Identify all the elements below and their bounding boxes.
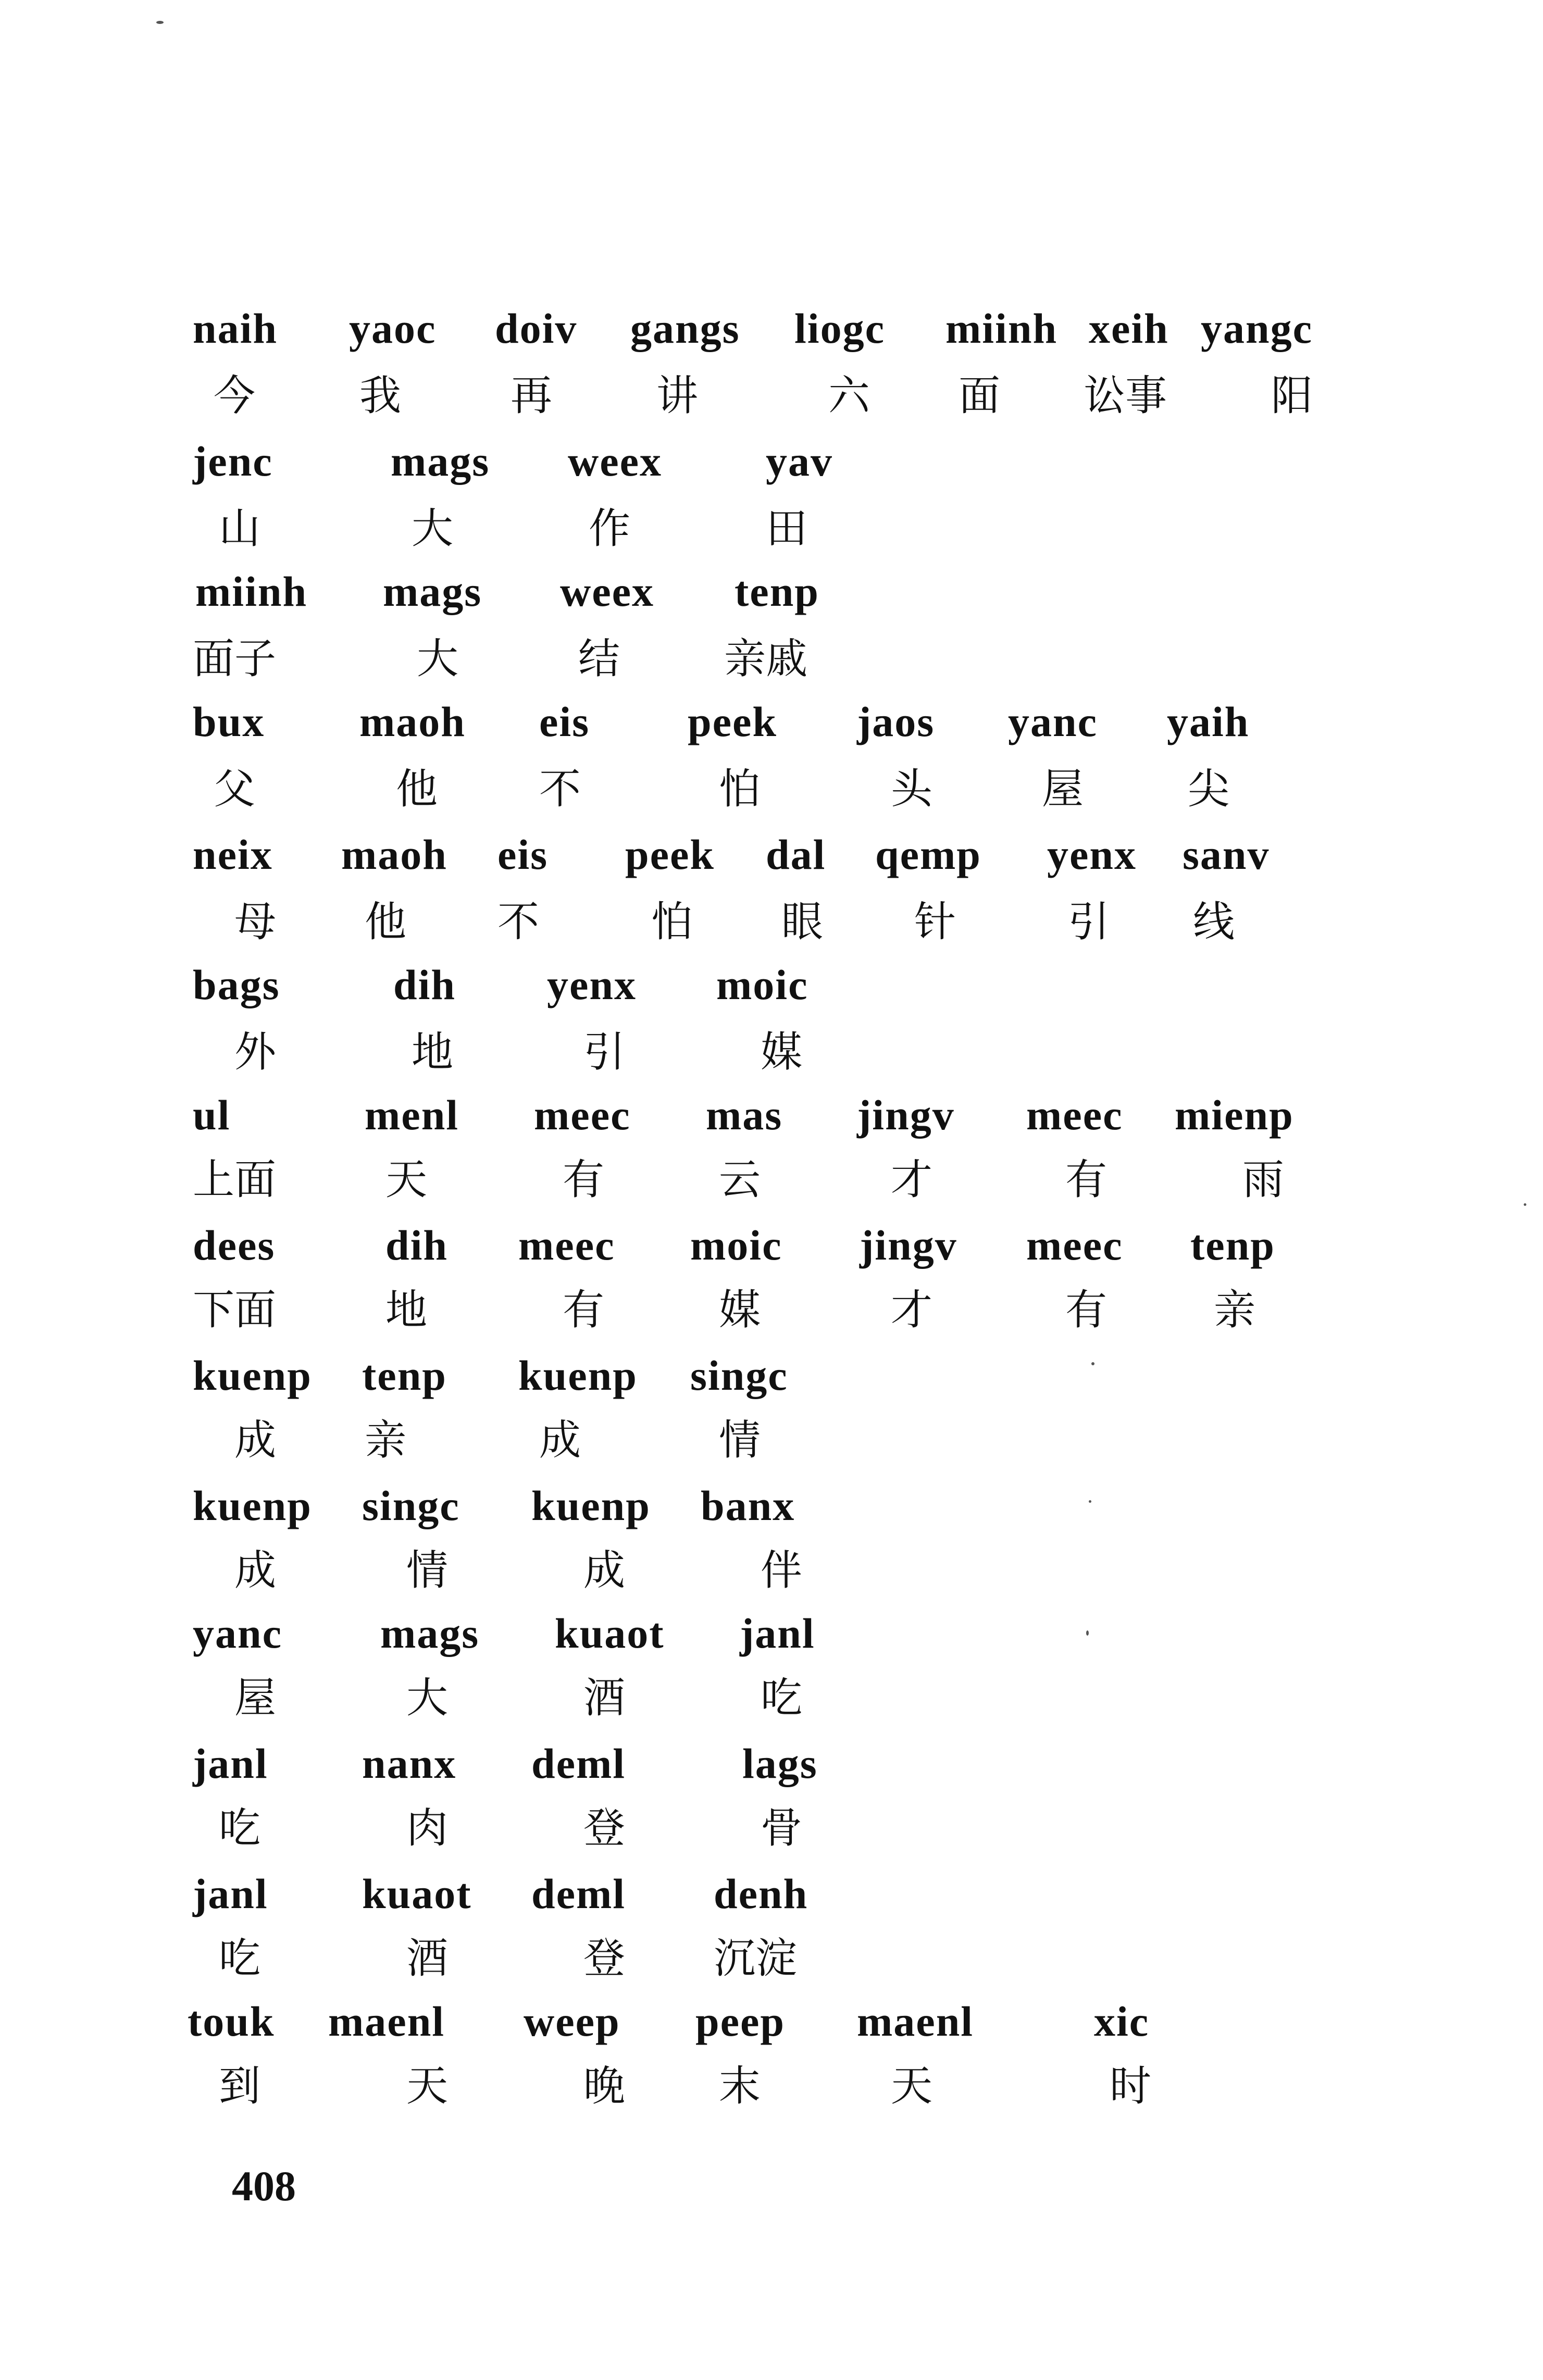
romanized-word: touk — [188, 1998, 275, 2045]
chinese-gloss-word: 我 — [359, 371, 401, 420]
chinese-gloss-word: 情 — [719, 1416, 761, 1464]
chinese-gloss-word: 怕 — [651, 898, 693, 946]
romanized-word: janl — [193, 1740, 268, 1787]
chinese-gloss-word: 媒 — [761, 1028, 802, 1076]
chinese-gloss-word: 不 — [497, 898, 539, 946]
chinese-gloss-line — [0, 371, 1543, 448]
chinese-gloss-line — [0, 1286, 1543, 1362]
chinese-gloss-word: 有 — [563, 1155, 604, 1204]
chinese-gloss-word: 今 — [214, 371, 255, 420]
romanized-line — [0, 1354, 1543, 1427]
chinese-gloss-word: 情 — [406, 1546, 448, 1594]
romanized-line — [0, 961, 1543, 1037]
romanized-word: yenx — [1047, 831, 1137, 878]
chinese-gloss-word: 吃 — [761, 1674, 802, 1722]
romanized-word: jenc — [193, 438, 273, 485]
romanized-word: xic — [1094, 1998, 1150, 2045]
chinese-gloss-word: 引 — [583, 1028, 625, 1076]
chinese-gloss-word: 下面 — [193, 1286, 276, 1334]
romanized-word: singc — [362, 1482, 460, 1529]
chinese-gloss-word: 时 — [1110, 2062, 1151, 2110]
chinese-gloss-word: 作 — [589, 504, 630, 553]
romanized-word: denh — [714, 1870, 808, 1917]
chinese-gloss-word: 成 — [539, 1416, 581, 1464]
chinese-gloss-word: 引 — [1068, 898, 1110, 946]
romanized-word: maoh — [359, 698, 466, 745]
romanized-word: naih — [193, 305, 278, 352]
romanized-word: mags — [383, 568, 482, 615]
romanized-word: mags — [380, 1610, 480, 1657]
romanized-word: nanx — [362, 1740, 457, 1787]
chinese-gloss-word: 他 — [365, 898, 406, 946]
chinese-gloss-word: 亲 — [365, 1416, 406, 1464]
chinese-gloss-word: 面子 — [193, 634, 276, 683]
romanized-word: jaos — [857, 698, 935, 745]
romanized-word: ul — [193, 1091, 231, 1139]
scan-speck — [156, 21, 164, 24]
chinese-gloss-word: 酒 — [583, 1674, 625, 1722]
chinese-gloss-word: 地 — [385, 1286, 427, 1334]
romanized-word: moic — [690, 1222, 782, 1269]
romanized-word: tenp — [735, 568, 819, 615]
chinese-gloss-word: 有 — [1065, 1155, 1107, 1204]
romanized-word: dih — [385, 1222, 448, 1269]
chinese-gloss-word: 父 — [214, 765, 255, 813]
chinese-gloss-word: 母 — [234, 898, 276, 946]
chinese-gloss-word: 地 — [412, 1028, 453, 1076]
scan-speck — [1089, 1500, 1091, 1503]
romanized-word: maenl — [328, 1998, 445, 2045]
romanized-word: bux — [193, 698, 265, 745]
romanized-word: jingv — [857, 1091, 955, 1139]
scan-speck — [1086, 1630, 1089, 1636]
chinese-gloss-line — [0, 1416, 1543, 1492]
chinese-gloss-word: 登 — [583, 1804, 625, 1852]
chinese-gloss-word: 骨 — [761, 1804, 802, 1852]
romanized-word: peep — [695, 1998, 785, 2045]
chinese-gloss-word: 屋 — [234, 1674, 276, 1722]
romanized-word: mags — [391, 438, 490, 485]
romanized-word: kuenp — [193, 1482, 312, 1529]
romanized-word: janl — [740, 1610, 815, 1657]
romanized-word: moic — [716, 961, 808, 1008]
romanized-word: kuaot — [555, 1610, 665, 1657]
chinese-gloss-word: 末 — [719, 2062, 761, 2110]
romanized-word: dih — [393, 961, 456, 1008]
romanized-word: meec — [1026, 1222, 1123, 1269]
chinese-gloss-word: 讲 — [656, 371, 698, 420]
romanized-word: miinh — [195, 568, 308, 615]
romanized-line — [0, 833, 1543, 906]
page-number: 408 — [232, 2162, 296, 2210]
romanized-word: janl — [193, 1870, 268, 1917]
romanized-word: weep — [524, 1998, 620, 2045]
chinese-gloss-word: 大 — [417, 634, 458, 683]
chinese-gloss-word: 亲 — [1214, 1286, 1255, 1334]
chinese-gloss-word: 亲戚 — [724, 634, 807, 683]
chinese-gloss-word: 天 — [406, 2062, 448, 2110]
romanized-word: deml — [531, 1740, 626, 1787]
romanized-word: gangs — [630, 305, 740, 352]
romanized-word: peek — [688, 698, 777, 745]
romanized-word: meec — [1026, 1091, 1123, 1139]
chinese-gloss-word: 登 — [583, 1934, 625, 1983]
chinese-gloss-word: 尖 — [1188, 765, 1229, 813]
chinese-gloss-word: 大 — [406, 1674, 448, 1722]
romanized-line — [0, 570, 1543, 643]
chinese-gloss-word: 天 — [891, 2062, 932, 2110]
chinese-gloss-word: 外 — [234, 1028, 276, 1076]
chinese-gloss-word: 面 — [959, 371, 1000, 420]
chinese-gloss-word: 结 — [578, 634, 620, 683]
chinese-gloss-word: 不 — [539, 765, 581, 813]
romanized-word: deml — [531, 1870, 626, 1917]
chinese-gloss-word: 天 — [385, 1155, 427, 1204]
romanized-word: menl — [365, 1091, 459, 1139]
chinese-gloss-word: 有 — [1065, 1286, 1107, 1334]
romanized-word: dees — [193, 1222, 276, 1269]
chinese-gloss-line — [0, 1155, 1543, 1232]
chinese-gloss-word: 田 — [766, 504, 807, 553]
chinese-gloss-line — [0, 2062, 1543, 2138]
romanized-word: kuenp — [193, 1352, 312, 1399]
romanized-word: singc — [690, 1352, 788, 1399]
chinese-gloss-word: 成 — [234, 1416, 276, 1464]
romanized-word: doiv — [495, 305, 578, 352]
romanized-word: liogc — [794, 305, 885, 352]
scan-speck — [1524, 1203, 1526, 1206]
chinese-gloss-word: 山 — [219, 504, 260, 553]
romanized-word: maenl — [857, 1998, 974, 2045]
romanized-word: maoh — [341, 831, 447, 878]
romanized-word: eis — [497, 831, 549, 878]
chinese-gloss-word: 雨 — [1242, 1155, 1284, 1204]
romanized-word: neix — [193, 831, 273, 878]
romanized-word: yav — [766, 438, 833, 485]
chinese-gloss-word: 讼事 — [1084, 371, 1167, 420]
romanized-word: yangc — [1201, 305, 1313, 352]
chinese-gloss-word: 肉 — [406, 1804, 448, 1852]
romanized-line — [0, 307, 1543, 380]
chinese-gloss-word: 沉淀 — [714, 1934, 797, 1983]
romanized-word: tenp — [1190, 1222, 1275, 1269]
chinese-gloss-line — [0, 1674, 1543, 1750]
chinese-gloss-line — [0, 1804, 1543, 1880]
romanized-word: tenp — [362, 1352, 447, 1399]
chinese-gloss-word: 才 — [891, 1155, 932, 1204]
chinese-gloss-word: 伴 — [761, 1546, 802, 1594]
romanized-word: mas — [706, 1091, 783, 1139]
romanized-word: yaih — [1167, 698, 1250, 745]
romanized-word: kuenp — [518, 1352, 638, 1399]
chinese-gloss-word: 成 — [583, 1546, 625, 1594]
chinese-gloss-word: 有 — [563, 1286, 604, 1334]
romanized-word: kuaot — [362, 1870, 472, 1917]
chinese-gloss-word: 头 — [891, 765, 932, 813]
chinese-gloss-word: 线 — [1193, 898, 1235, 946]
romanized-word: dal — [766, 831, 826, 878]
romanized-word: miinh — [945, 305, 1058, 352]
romanized-word: weex — [560, 568, 655, 615]
chinese-gloss-word: 六 — [828, 371, 870, 420]
romanized-word: xeih — [1089, 305, 1169, 352]
romanized-word: eis — [539, 698, 590, 745]
chinese-gloss-word: 晚 — [583, 2062, 625, 2110]
chinese-gloss-word: 云 — [719, 1155, 761, 1204]
chinese-gloss-word: 再 — [511, 371, 552, 420]
romanized-word: meec — [518, 1222, 615, 1269]
romanized-word: yaoc — [349, 305, 437, 352]
romanized-word: jingv — [860, 1222, 957, 1269]
romanized-word: mienp — [1175, 1091, 1294, 1139]
chinese-gloss-word: 才 — [891, 1286, 932, 1334]
romanized-word: bags — [193, 961, 280, 1008]
chinese-gloss-word: 媒 — [719, 1286, 761, 1334]
romanized-word: lags — [742, 1740, 818, 1787]
chinese-gloss-word: 眼 — [781, 898, 823, 946]
chinese-gloss-word: 成 — [234, 1546, 276, 1594]
romanized-word: sanv — [1183, 831, 1270, 878]
chinese-gloss-word: 屋 — [1042, 765, 1084, 813]
chinese-gloss-word: 到 — [219, 2062, 260, 2110]
chinese-gloss-word: 阳 — [1271, 371, 1313, 420]
romanized-line — [0, 698, 1543, 774]
romanized-word: kuenp — [531, 1482, 651, 1529]
romanized-word: yenx — [547, 961, 637, 1008]
chinese-gloss-word: 他 — [396, 765, 438, 813]
chinese-gloss-word: 吃 — [219, 1934, 260, 1983]
chinese-gloss-word: 吃 — [219, 1804, 260, 1852]
romanized-word: weex — [568, 438, 663, 485]
chinese-gloss-word: 怕 — [719, 765, 761, 813]
chinese-gloss-word: 大 — [412, 504, 453, 553]
romanized-line — [0, 440, 1543, 513]
romanized-word: banx — [701, 1482, 795, 1529]
romanized-word: qemp — [875, 831, 981, 878]
chinese-gloss-line — [0, 765, 1543, 841]
chinese-gloss-word: 针 — [914, 898, 956, 946]
romanized-word: yanc — [193, 1610, 282, 1657]
romanized-word: yanc — [1008, 698, 1098, 745]
chinese-gloss-word: 上面 — [193, 1155, 276, 1204]
scan-speck — [1091, 1362, 1094, 1365]
romanized-word: meec — [534, 1091, 631, 1139]
chinese-gloss-word: 酒 — [406, 1934, 448, 1983]
romanized-word: peek — [625, 831, 715, 878]
